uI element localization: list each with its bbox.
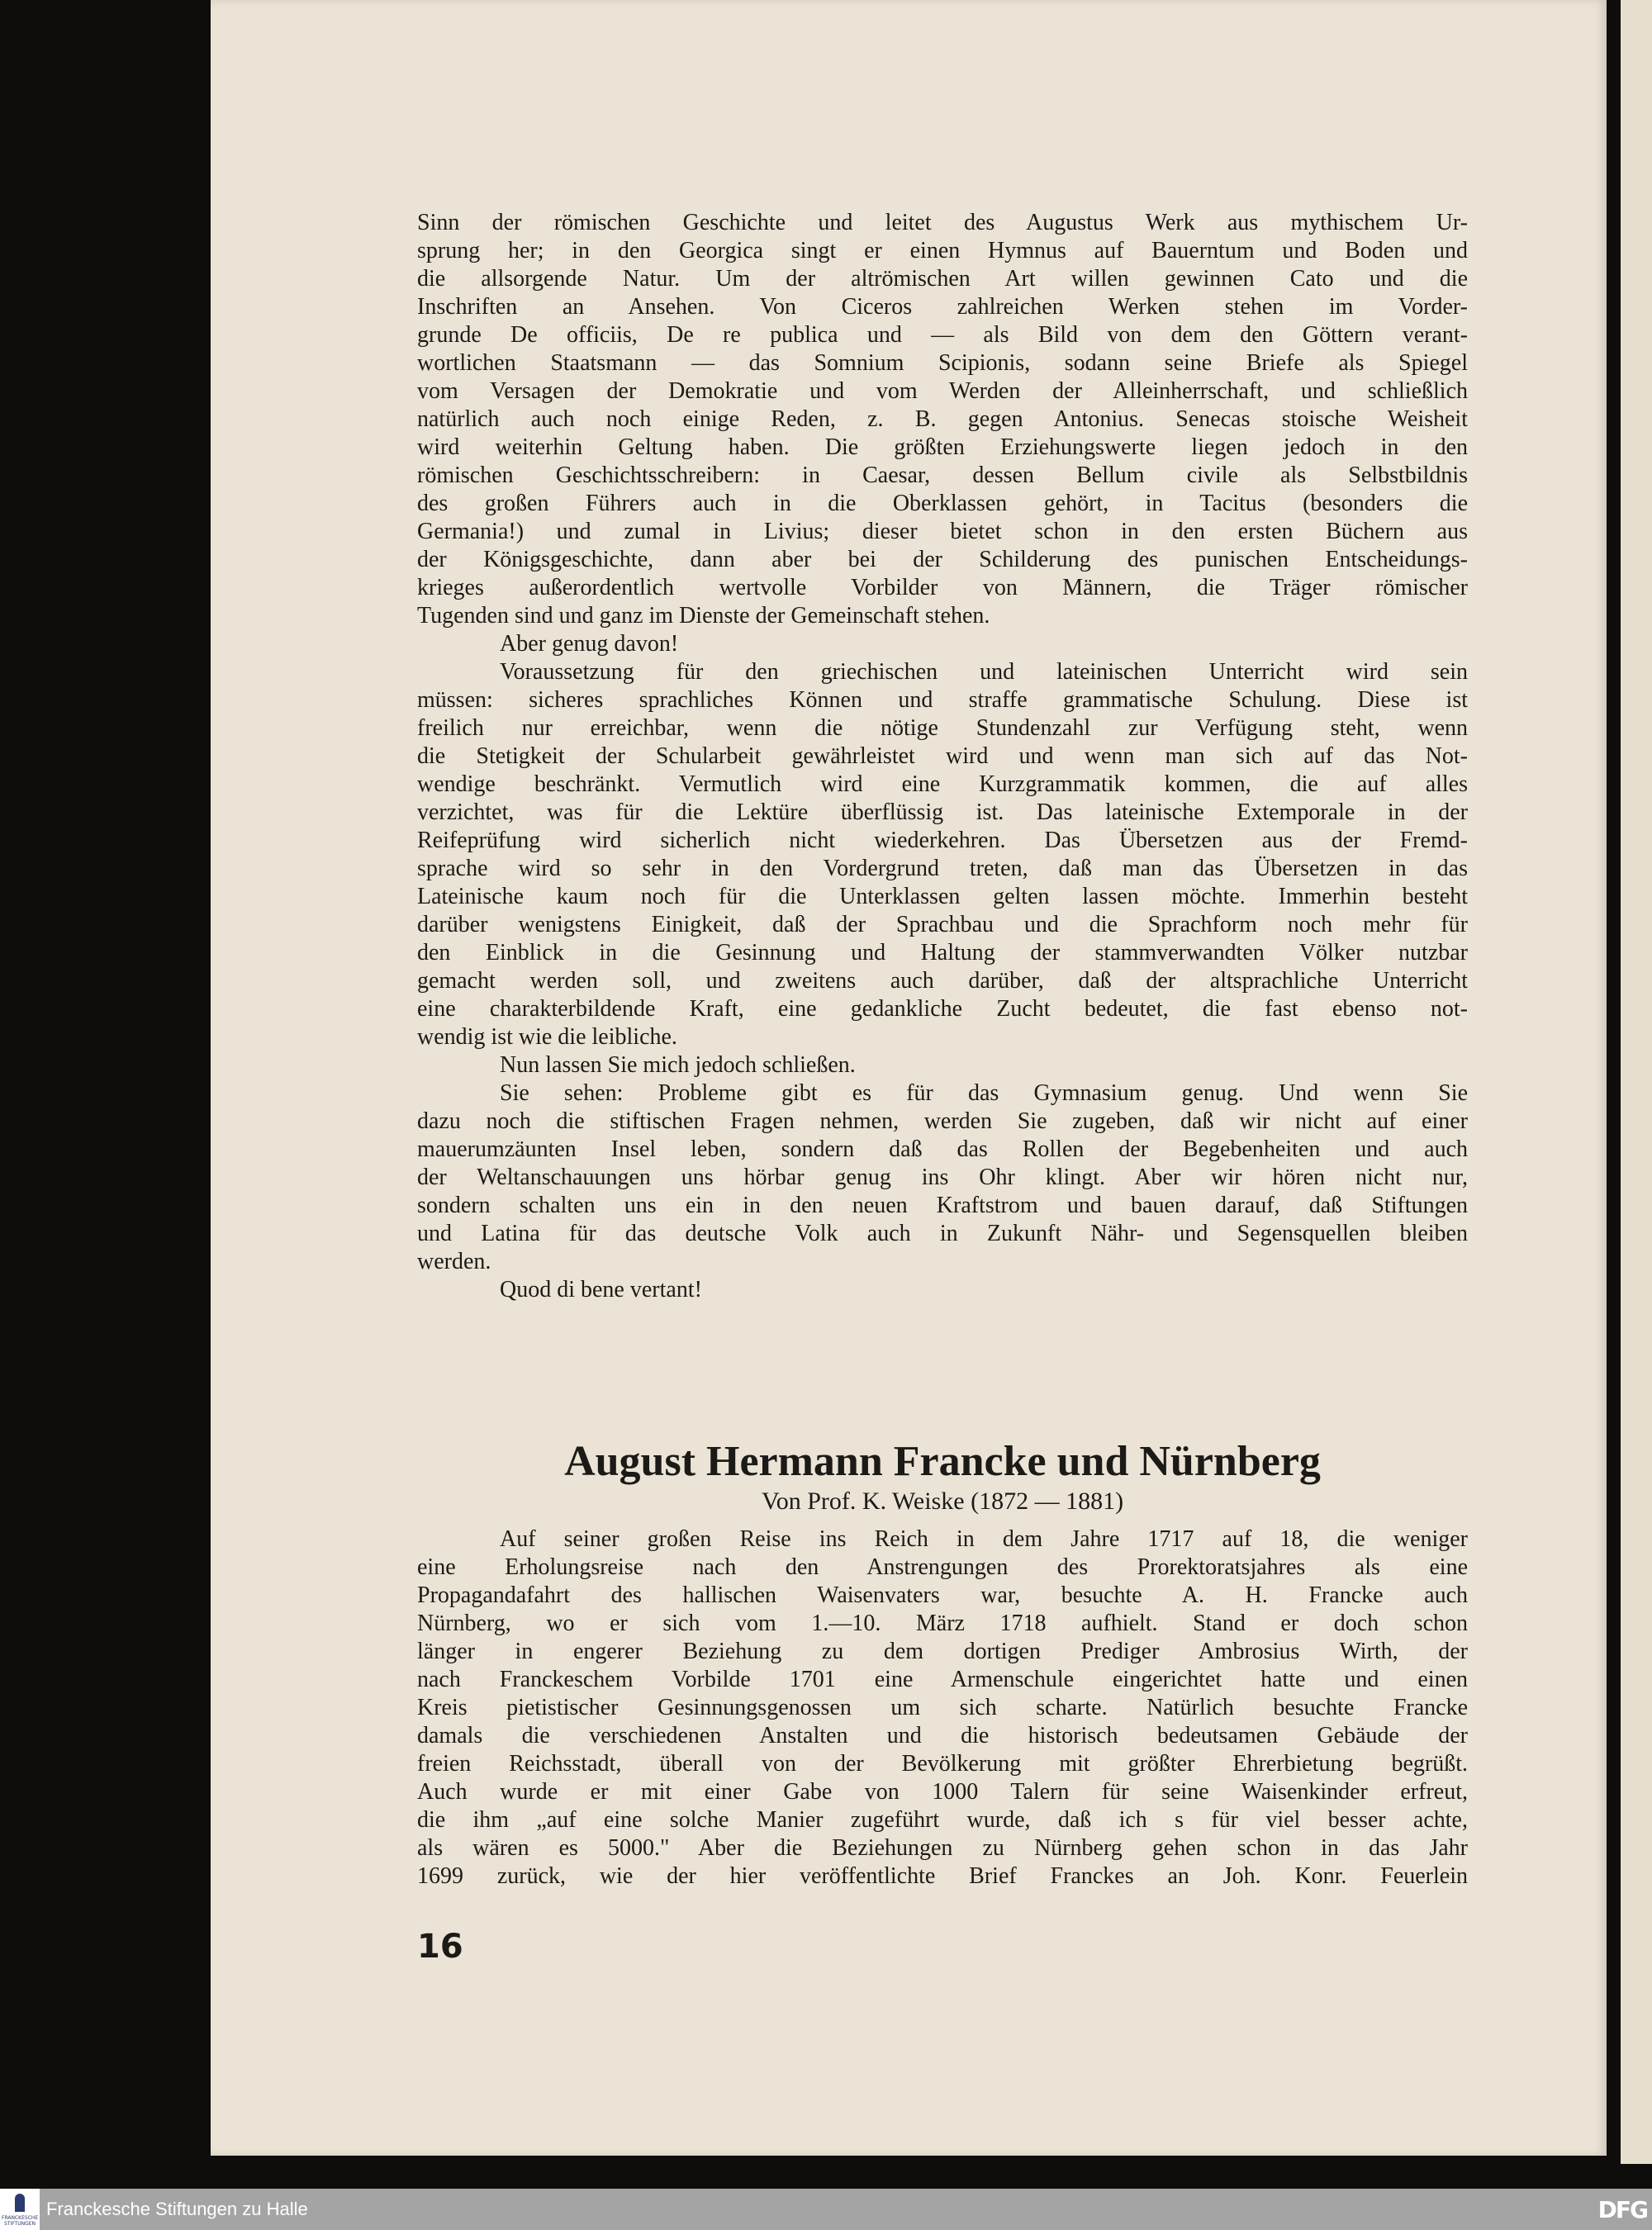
text-line: damals die verschiedenen Anstalten und die historisch bedeutsamen Gebäude der xyxy=(417,1723,1468,1748)
text-line: krieges außerordentlich wertvolle Vorbilder von Männern, die Träger römischer xyxy=(417,575,1468,600)
institution-name[interactable]: Franckesche Stiftungen zu Halle xyxy=(46,2199,308,2219)
paragraph xyxy=(417,1051,1468,1079)
paragraph xyxy=(417,1276,1468,1304)
text-line: den Einblick in die Gesinnung und Haltung der stammverwandten Völker nutzbar xyxy=(417,940,1468,966)
text-line: gemacht werden soll, und zweitens auch darüber, daß der altsprachliche Unterricht xyxy=(417,968,1468,994)
logo-figure-icon xyxy=(15,2194,25,2212)
dfg-logo[interactable]: DFG xyxy=(1597,2196,1647,2223)
text-line: Reifeprüfung wird sicherlich nicht wiederkehren. Das Übersetzen aus der Fremd- xyxy=(417,828,1468,853)
text-line: werden. xyxy=(417,1249,491,1274)
text-line: Nun lassen Sie mich jedoch schließen. xyxy=(500,1052,856,1078)
text-line: freien Reichsstadt, überall von der Bevölkerung mit größter Ehrerbietung begrüßt. xyxy=(417,1751,1468,1777)
text-line: und Latina für das deutsche Volk auch in Zukunft Nähr- und Segensquellen bleiben xyxy=(417,1221,1468,1246)
text-line: der Weltanschauungen uns hörbar genug ins Ohr klingt. Aber wir hören nicht nur, xyxy=(417,1165,1468,1190)
text-line: wendig ist wie die leibliche. xyxy=(417,1024,677,1050)
text-line: Auch wurde er mit einer Gabe von 1000 Talern für seine Waisenkinder erfreut, xyxy=(417,1779,1468,1805)
text-line: des großen Führers auch in die Oberklassen gehört, in Tacitus (besonders die xyxy=(417,491,1468,516)
text-line: als wären es 5000." Aber die Beziehungen zu Nürnberg gehen schon in das Jahr xyxy=(417,1835,1468,1861)
text-line: Tugenden sind und ganz im Dienste der Gemeinschaft stehen. xyxy=(417,603,990,629)
scanned-page xyxy=(211,0,1607,2156)
text-line: müssen: sicheres sprachliches Können und straffe grammatische Schulung. Diese ist xyxy=(417,687,1468,713)
text-line: dazu noch die stiftischen Fragen nehmen, werden Sie zugeben, daß wir nicht auf einer xyxy=(417,1108,1468,1134)
page-number: 16 xyxy=(417,1928,463,1966)
article-continuation-body xyxy=(417,209,1468,1304)
text-line: nach Franckeschem Vorbilde 1701 eine Armenschule eingerichtet hatte und einen xyxy=(417,1667,1468,1692)
text-line: Nürnberg, wo er sich vom 1.—10. März 1718 aufhielt. Stand er doch schon xyxy=(417,1611,1468,1636)
text-line: die allsorgende Natur. Um der altrömischen Art willen gewinnen Cato und die xyxy=(417,266,1468,292)
text-line: Germania!) und zumal in Livius; dieser bietet schon in den ersten Büchern aus xyxy=(417,519,1468,544)
text-line: Voraussetzung für den griechischen und lateinischen Unterricht wird sein xyxy=(500,659,1468,685)
text-line: 1699 zurück, wie der hier veröffentlichte Brief Franckes an Joh. Konr. Feuerlein xyxy=(417,1863,1468,1889)
paragraph xyxy=(417,630,1468,658)
text-line: vom Versagen der Demokratie und vom Werden der Alleinherrschaft, und schließlich xyxy=(417,378,1468,404)
text-line: sondern schalten uns ein in den neuen Kraftstrom und bauen darauf, daß Stiftungen xyxy=(417,1193,1468,1218)
text-line: der Königsgeschichte, dann aber bei der Schilderung des punischen Entscheidungs- xyxy=(417,547,1468,572)
text-line: römischen Geschichtsschreibern: in Caesar, dessen Bellum civile als Selbstbildnis xyxy=(417,463,1468,488)
text-line: verzichtet, was für die Lektüre überflüssig ist. Das lateinische Extemporale in der xyxy=(417,799,1468,825)
article-title: August Hermann Francke und Nürnberg xyxy=(564,1438,1321,1485)
text-line: Sie sehen: Probleme gibt es für das Gymnasium genug. Und wenn Sie xyxy=(500,1080,1468,1106)
text-line: länger in engerer Beziehung zu dem dortigen Prediger Ambrosius Wirth, der xyxy=(417,1639,1468,1664)
article-byline: Von Prof. K. Weiske (1872 — 1881) xyxy=(761,1487,1124,1515)
text-line: Kreis pietistischer Gesinnungsgenossen um sich scharte. Natürlich besuchte Francke xyxy=(417,1695,1468,1720)
paragraph xyxy=(417,209,1468,630)
text-line: eine Erholungsreise nach den Anstrengungen des Prorektoratsjahres als eine xyxy=(417,1554,1468,1580)
text-line: die ihm „auf eine solche Manier zugeführt wurde, daß ich s für viel besser achte, xyxy=(417,1807,1468,1833)
text-line: Quod di bene vertant! xyxy=(500,1277,702,1302)
viewer-footer xyxy=(0,2189,1652,2230)
article-body xyxy=(417,1525,1468,1891)
text-line: Aber genug davon! xyxy=(500,631,679,657)
text-line: freilich nur erreichbar, wenn die nötige Stundenzahl zur Verfügung steht, wenn xyxy=(417,715,1468,741)
text-line: sprung her; in den Georgica singt er einen Hymnus auf Bauerntum und Boden und xyxy=(417,238,1468,263)
paragraph xyxy=(417,1079,1468,1276)
text-line: Auf seiner großen Reise ins Reich in dem Jahre 1717 auf 18, die weniger xyxy=(500,1526,1468,1552)
institution-logo[interactable] xyxy=(0,2189,40,2230)
text-line: natürlich auch noch einige Reden, z. B. gegen Antonius. Senecas stoische Weisheit xyxy=(417,406,1468,432)
text-line: Lateinische kaum noch für die Unterklassen gelten lassen möchte. Immerhin besteht xyxy=(417,884,1468,909)
text-line: wendige beschränkt. Vermutlich wird eine Kurzgrammatik kommen, die auf alles xyxy=(417,771,1468,797)
adjacent-page-edge xyxy=(1621,0,1652,2164)
text-line: mauerumzäunten Insel leben, sondern daß das Rollen der Begebenheiten und auch xyxy=(417,1136,1468,1162)
text-line: eine charakterbildende Kraft, eine gedankliche Zucht bedeutet, die fast ebenso not- xyxy=(417,996,1468,1022)
paragraph xyxy=(417,1525,1468,1891)
text-line: grunde De officiis, De re publica und — als Bild von dem den Göttern verant- xyxy=(417,322,1468,348)
text-line: Propagandafahrt des hallischen Waisenvaters war, besuchte A. H. Francke auch xyxy=(417,1582,1468,1608)
text-line: darüber wenigstens Einigkeit, daß der Sprachbau und die Sprachform noch mehr für xyxy=(417,912,1468,937)
text-line: wird weiterhin Geltung haben. Die größten Erziehungswerte liegen jedoch in den xyxy=(417,434,1468,460)
text-line: Sinn der römischen Geschichte und leitet des Augustus Werk aus mythischem Ur- xyxy=(417,210,1468,235)
logo-caption: FRANCKESCHE STIFTUNGEN xyxy=(2,2215,39,2227)
paragraph xyxy=(417,658,1468,1051)
text-line: wortlichen Staatsmann — das Somnium Scipionis, sodann seine Briefe als Spiegel xyxy=(417,350,1468,376)
text-line: die Stetigkeit der Schularbeit gewährleistet wird und wenn man sich auf das Not- xyxy=(417,743,1468,769)
text-line: Inschriften an Ansehen. Von Ciceros zahlreichen Werken stehen im Vorder- xyxy=(417,294,1468,320)
text-line: sprache wird so sehr in den Vordergrund treten, daß man das Übersetzen in das xyxy=(417,856,1468,881)
